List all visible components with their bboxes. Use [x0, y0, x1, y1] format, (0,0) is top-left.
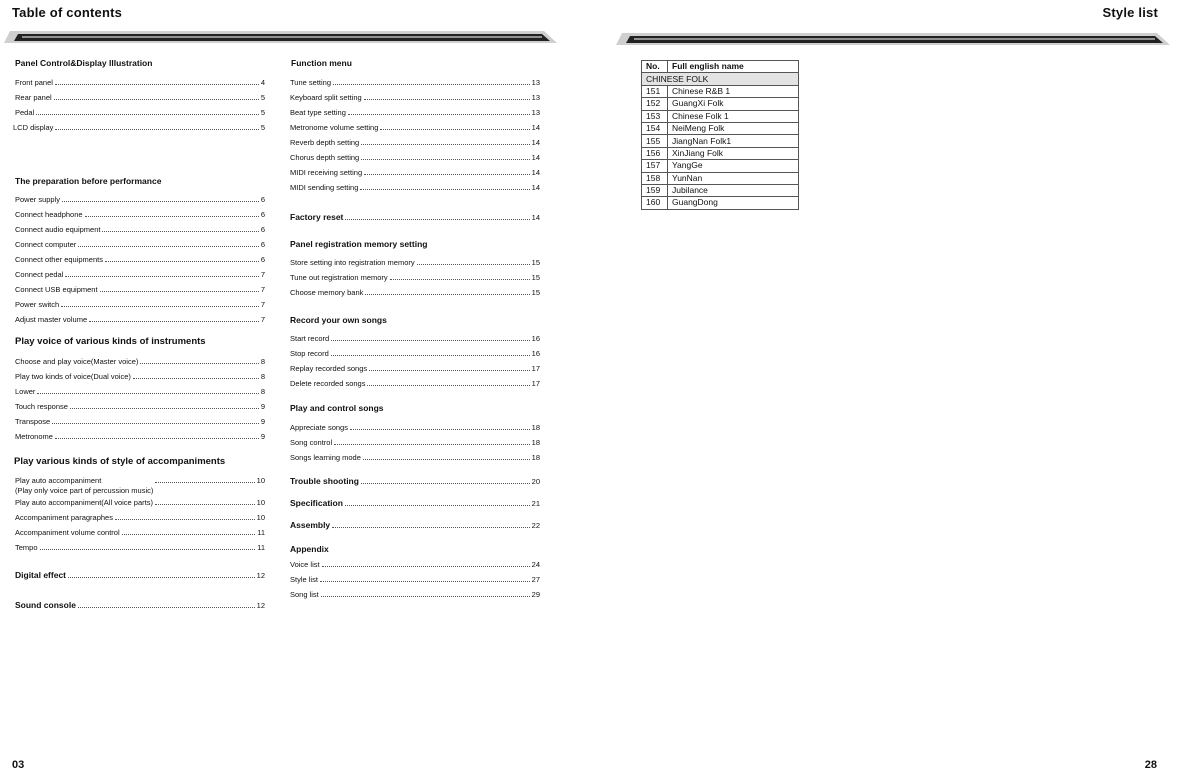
table-row[interactable]	[642, 184, 799, 196]
entry-text: Power switch	[15, 300, 60, 309]
entry-text: Touch response	[15, 402, 68, 411]
entry-text: Adjust master volume	[15, 315, 88, 324]
style-number: 154	[642, 122, 668, 134]
entry-page: 7	[260, 285, 265, 294]
toc-entry[interactable]	[15, 495, 265, 510]
toc-section	[290, 497, 540, 509]
toc-entry[interactable]	[290, 75, 540, 90]
entry-text: Choose memory bank	[290, 288, 364, 297]
section-heading[interactable]: Digital effect 12	[15, 570, 265, 580]
entry-text: Accompaniment volume control	[15, 528, 120, 537]
section-heading[interactable]: Factory reset 14	[290, 212, 540, 222]
toc-entry[interactable]	[15, 399, 265, 414]
toc-entry[interactable]	[15, 429, 265, 444]
toc-entry[interactable]	[290, 361, 540, 376]
entry-text: Start record	[290, 334, 330, 343]
entry-text: Reverb depth setting	[290, 138, 360, 147]
toc-entry[interactable]	[290, 285, 540, 300]
entry-text: Style list	[290, 575, 318, 584]
entry-page: 17	[531, 379, 540, 388]
category-label: CHINESE FOLK	[642, 73, 799, 85]
toc-entry[interactable]	[290, 180, 540, 195]
section-heading: Record your own songs	[290, 315, 387, 325]
page-title: Table of contents	[12, 5, 123, 20]
style-number: 151	[642, 85, 668, 97]
entry-page: 18	[531, 438, 540, 447]
entry-page: 13	[531, 93, 540, 102]
entry-text: MIDI sending setting	[290, 183, 359, 192]
toc-entry[interactable]	[15, 192, 265, 207]
entry-page: 5	[260, 93, 265, 102]
entry-page: 14	[531, 168, 540, 177]
toc-entry[interactable]	[15, 312, 265, 327]
entry-text: Connect other equipments	[15, 255, 103, 264]
style-name: Jubilance	[668, 184, 799, 196]
section-heading[interactable]: Trouble shooting 20	[290, 476, 540, 486]
toc-entry[interactable]	[15, 297, 265, 312]
entry-page: 11	[257, 543, 265, 552]
entry-page: 8	[260, 357, 265, 366]
toc-entry[interactable]	[13, 120, 265, 135]
section-heading: Appendix	[290, 544, 329, 554]
entry-text: Metronome volume setting	[290, 123, 379, 132]
entry-text: Connect headphone	[15, 210, 83, 219]
entry-page: 15	[531, 273, 540, 282]
toc-entry[interactable]	[15, 90, 265, 105]
entry-text: Replay recorded songs	[290, 364, 368, 373]
toc-section	[15, 336, 265, 444]
toc-entry[interactable]	[290, 572, 540, 587]
entry-page: 10	[256, 498, 265, 507]
table-row[interactable]	[642, 98, 799, 110]
entry-text: Tempo	[15, 543, 38, 552]
entry-page: 16	[531, 349, 540, 358]
entry-page: 13	[531, 78, 540, 87]
entry-text: Metronome	[15, 432, 53, 441]
toc-section	[15, 57, 265, 135]
entry-page: 7	[260, 315, 265, 324]
table-row[interactable]	[642, 197, 799, 209]
entry-text: Stop record	[290, 349, 329, 358]
entry-page: 13	[531, 108, 540, 117]
toc-entry[interactable]	[290, 450, 540, 465]
toc-section	[290, 238, 540, 300]
toc-entry[interactable]	[290, 135, 540, 150]
toc-entry[interactable]	[290, 346, 540, 361]
toc-entry[interactable]	[15, 105, 265, 120]
page-title: Style list	[1102, 5, 1158, 20]
entry-text: Connect pedal	[15, 270, 64, 279]
table-row[interactable]	[642, 110, 799, 122]
entry-page: 6	[260, 240, 265, 249]
page-number: 03	[12, 759, 25, 771]
entry-text: Beat type setting	[290, 108, 346, 117]
entry-page: 9	[260, 417, 265, 426]
toc-entry[interactable]	[290, 270, 540, 285]
table-row[interactable]	[642, 122, 799, 134]
toc-entry[interactable]	[15, 384, 265, 399]
toc-entry[interactable]	[290, 150, 540, 165]
toc-entry[interactable]	[15, 525, 265, 540]
entry-page: 15	[531, 288, 540, 297]
entry-text: Front panel	[15, 78, 53, 87]
section-heading: The preparation before performance	[15, 176, 162, 186]
entry-page: 18	[531, 423, 540, 432]
entry-page: 8	[260, 387, 265, 396]
entry-page: 8	[260, 372, 265, 381]
entry-text: Song control	[290, 438, 333, 447]
style-number: 156	[642, 147, 668, 159]
style-name: GuangDong	[668, 197, 799, 209]
entry-page: 14	[531, 138, 540, 147]
entry-page: 20	[531, 477, 540, 486]
entry-page: 12	[256, 601, 265, 610]
toc-entry[interactable]	[290, 120, 540, 135]
entry-page: 21	[531, 499, 540, 508]
toc-entry[interactable]	[15, 267, 265, 282]
section-heading: Play various kinds of style of accompaniments	[14, 456, 226, 467]
toc-entry[interactable]	[290, 255, 540, 270]
page-number: 28	[1144, 759, 1157, 771]
table-row[interactable]	[642, 147, 799, 159]
toc-entry[interactable]	[15, 473, 265, 495]
style-number: 160	[642, 197, 668, 209]
entry-text: Connect audio equipment	[15, 225, 101, 234]
toc-entry[interactable]	[290, 105, 540, 120]
section-heading: Play voice of various kinds of instruments	[15, 336, 206, 347]
toc-entry[interactable]	[15, 369, 265, 384]
entry-text: Pedal	[15, 108, 35, 117]
style-list-table	[641, 60, 799, 210]
entry-page: 9	[260, 402, 265, 411]
entry-page: 24	[531, 560, 540, 569]
entry-page: 14	[531, 123, 540, 132]
entry-page: 29	[531, 590, 540, 599]
toc-section	[15, 569, 265, 581]
entry-page: 22	[531, 521, 540, 530]
entry-page: 16	[531, 334, 540, 343]
section-heading: Play and control songs	[290, 403, 384, 413]
entry-page: 5	[260, 108, 265, 117]
entry-text: Chorus depth setting	[290, 153, 360, 162]
style-number: 152	[642, 98, 668, 110]
toc-entry[interactable]	[290, 420, 540, 435]
entry-page: 27	[531, 575, 540, 584]
toc-entry[interactable]	[15, 510, 265, 525]
entry-text: Store setting into registration memory	[290, 258, 415, 267]
entry-text: Lower	[15, 387, 36, 396]
toc-entry[interactable]	[290, 165, 540, 180]
style-name: GuangXi Folk	[668, 98, 799, 110]
toc-section	[290, 314, 540, 391]
entry-text: Song list	[290, 590, 319, 599]
style-number: 155	[642, 135, 668, 147]
table-header-row	[642, 61, 799, 73]
toc-entry[interactable]	[290, 331, 540, 346]
column-header-number: No.	[642, 61, 668, 73]
entry-text: Appreciate songs	[290, 423, 348, 432]
entry-page: 10	[256, 513, 265, 522]
toc-entry[interactable]	[15, 237, 265, 252]
header-rule	[4, 29, 557, 45]
entry-page: 11	[257, 528, 265, 537]
entry-page: 10	[256, 476, 265, 485]
style-name: JiangNan Folk1	[668, 135, 799, 147]
entry-page: 6	[260, 210, 265, 219]
style-name: YangGe	[668, 160, 799, 172]
style-number: 157	[642, 160, 668, 172]
style-name: Chinese Folk 1	[668, 110, 799, 122]
entry-page: 17	[531, 364, 540, 373]
table-row[interactable]	[642, 160, 799, 172]
entry-page: 14	[531, 213, 540, 222]
toc-entry[interactable]	[15, 222, 265, 237]
entry-page: 18	[531, 453, 540, 462]
entry-text: Rear panel	[15, 93, 52, 102]
toc-entry[interactable]	[15, 540, 265, 555]
table-row[interactable]	[642, 135, 799, 147]
toc-entry[interactable]	[15, 414, 265, 429]
entry-text: Play auto accompaniment (Play only voice part of percussion music)	[15, 476, 154, 495]
toc-entry[interactable]	[290, 376, 540, 391]
entry-text: Tune out registration memory	[290, 273, 388, 282]
section-heading[interactable]: Specification 21	[290, 498, 540, 508]
toc-section	[290, 475, 540, 487]
entry-text: Songs learning mode	[290, 453, 361, 462]
section-heading: Function menu	[291, 58, 352, 68]
toc-entry[interactable]	[15, 252, 265, 267]
toc-entry[interactable]	[290, 587, 540, 602]
toc-section	[15, 175, 265, 327]
style-number: 159	[642, 184, 668, 196]
entry-text: MIDI receiving setting	[290, 168, 363, 177]
toc-entry[interactable]	[290, 557, 540, 572]
style-name: Chinese R&B 1	[668, 85, 799, 97]
entry-page: 6	[260, 225, 265, 234]
entry-text: Accompaniment paragraphes	[15, 513, 113, 522]
entry-text: Keyboard split setting	[290, 93, 362, 102]
entry-page: 9	[260, 432, 265, 441]
entry-text: LCD display	[13, 123, 54, 132]
style-name: NeiMeng Folk	[668, 122, 799, 134]
entry-text: Transpose	[15, 417, 51, 426]
entry-page: 6	[260, 195, 265, 204]
section-heading: Panel registration memory setting	[290, 239, 428, 249]
toc-entry[interactable]	[290, 90, 540, 105]
section-heading[interactable]: Sound console 12	[15, 600, 265, 610]
section-heading[interactable]: Assembly 22	[290, 520, 540, 530]
toc-section	[15, 599, 265, 611]
entry-text: Connect USB equipment	[15, 285, 98, 294]
entry-page: 5	[260, 123, 265, 132]
entry-text: Play two kinds of voice(Dual voice)	[15, 372, 131, 381]
style-number: 153	[642, 110, 668, 122]
toc-section	[290, 519, 540, 531]
style-name: YunNan	[668, 172, 799, 184]
entry-text: Power supply	[15, 195, 61, 204]
toc-entry[interactable]	[15, 75, 265, 90]
toc-section	[290, 211, 540, 223]
entry-text: Play auto accompaniment(All voice parts)	[15, 498, 153, 507]
entry-text: Choose and play voice(Master voice)	[15, 357, 139, 366]
toc-entry[interactable]	[15, 207, 265, 222]
entry-page: 12	[256, 571, 265, 580]
entry-page: 7	[260, 270, 265, 279]
entry-page: 6	[260, 255, 265, 264]
category-row	[642, 73, 799, 85]
table-row[interactable]	[642, 85, 799, 97]
entry-page: 14	[531, 183, 540, 192]
entry-text: Connect computer	[15, 240, 77, 249]
toc-entry[interactable]	[15, 354, 265, 369]
entry-page: 15	[531, 258, 540, 267]
entry-page: 4	[260, 78, 265, 87]
entry-text: Voice list	[290, 560, 320, 569]
style-number: 158	[642, 172, 668, 184]
header-rule	[616, 31, 1170, 47]
toc-entry[interactable]	[290, 435, 540, 450]
toc-section	[15, 456, 265, 555]
column-header-name: Full english name	[668, 61, 799, 73]
table-row[interactable]	[642, 172, 799, 184]
entry-page: 7	[260, 300, 265, 309]
toc-section	[290, 402, 540, 465]
entry-text: Tune setting	[290, 78, 331, 87]
section-heading: Panel Control&Display Illustration	[15, 58, 153, 68]
style-name: XinJiang Folk	[668, 147, 799, 159]
entry-page: 14	[531, 153, 540, 162]
toc-section	[290, 57, 540, 195]
toc-entry[interactable]	[15, 282, 265, 297]
toc-section	[290, 543, 540, 602]
entry-text: Delete recorded songs	[290, 379, 366, 388]
